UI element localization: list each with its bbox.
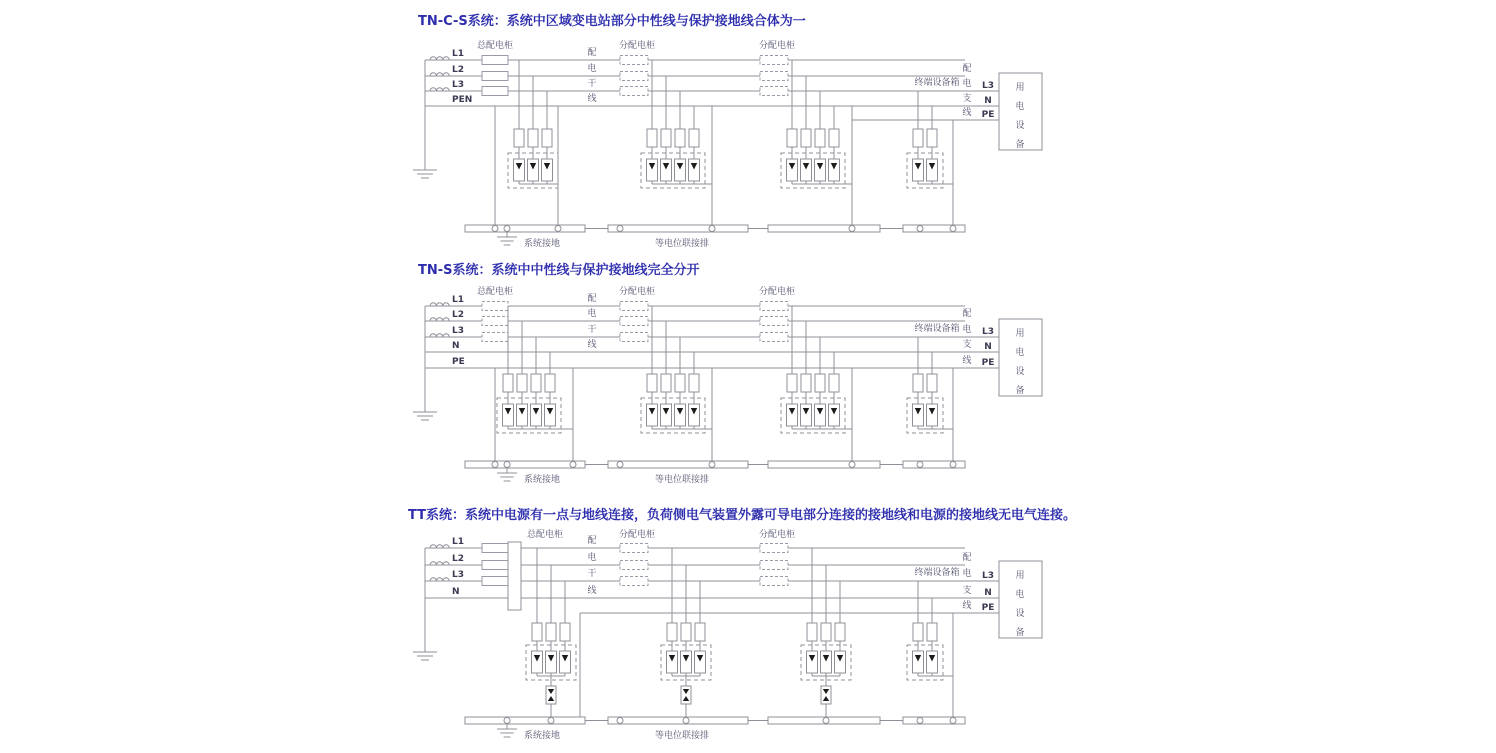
branch-label-char: 配 xyxy=(962,309,972,319)
trunk-label-char: 电 xyxy=(587,64,597,74)
diagram-tn-c-s xyxy=(413,13,1042,249)
trunk-label-char: 干 xyxy=(587,79,597,89)
branch-label-char: 支 xyxy=(962,340,972,350)
section-title: TN-S系统：系统中中性线与保护接地线完全分开 xyxy=(418,263,700,278)
diagram-tn-s xyxy=(413,262,1042,485)
line-label: PE xyxy=(452,357,465,367)
equipment-box xyxy=(999,561,1042,638)
equipment-label-char: 备 xyxy=(1015,140,1025,150)
equipment-label-char: 用 xyxy=(1015,571,1025,581)
trunk-label-char: 电 xyxy=(587,309,597,319)
outgoing-line-label: L3 xyxy=(982,571,994,581)
equipment-label-char: 备 xyxy=(1015,386,1025,396)
equipment-label-char: 备 xyxy=(1015,628,1025,638)
panel-label: 总配电柜 xyxy=(476,287,514,297)
line-label: L3 xyxy=(452,80,464,90)
spd-group-4 xyxy=(907,337,953,433)
trunk-label-char: 配 xyxy=(587,48,597,58)
spd-group-2 xyxy=(661,548,711,717)
trunk-label-char: 线 xyxy=(587,340,597,350)
outgoing-line-label: PE xyxy=(981,603,995,613)
equipment-label-char: 电 xyxy=(1015,102,1025,112)
trunk-label-char: 电 xyxy=(587,553,597,563)
branch-label-char: 线 xyxy=(962,356,972,366)
outgoing-line-label: PE xyxy=(981,358,995,368)
line-label: N xyxy=(452,341,460,351)
branch-label-char: 线 xyxy=(962,601,972,611)
line-label: L1 xyxy=(452,295,464,305)
outgoing-line-label: L3 xyxy=(982,327,994,337)
panel-label: 分配电柜 xyxy=(758,530,796,540)
line-label: L3 xyxy=(452,326,464,336)
diagram-tt xyxy=(408,507,1076,741)
system-earth-icon xyxy=(497,237,517,245)
outgoing-line-label: N xyxy=(984,96,992,106)
outgoing-line-label: N xyxy=(984,588,992,598)
outgoing-line-label: L3 xyxy=(982,81,994,91)
panel-label: 总配电柜 xyxy=(476,41,514,51)
terminal-box-label: 终端设备箱 xyxy=(914,78,960,88)
panel-label: 分配电柜 xyxy=(758,41,796,51)
equipment-label-char: 用 xyxy=(1015,83,1025,93)
outgoing-line-label: N xyxy=(984,342,992,352)
system-ground-label: 系统接地 xyxy=(524,475,561,485)
bonding-bar-label: 等电位联接排 xyxy=(655,731,710,741)
equipment-label-char: 电 xyxy=(1015,590,1025,600)
line-label: L1 xyxy=(452,49,464,59)
equipment-label-char: 电 xyxy=(1015,348,1025,358)
line-label: L3 xyxy=(452,570,464,580)
panel-label: 分配电柜 xyxy=(618,41,656,51)
branch-label-char: 电 xyxy=(962,325,972,335)
system-ground-label: 系统接地 xyxy=(524,731,561,741)
branch-label-char: 支 xyxy=(962,94,972,104)
spd-group-1 xyxy=(508,60,558,188)
equipment-label-char: 设 xyxy=(1015,367,1025,377)
bonding-bar-label: 等电位联接排 xyxy=(655,475,710,485)
spd-group-2 xyxy=(641,306,712,433)
terminal-box-label: 终端设备箱 xyxy=(914,324,960,334)
line-label: L2 xyxy=(452,310,464,320)
source-earth-icon xyxy=(413,170,437,178)
trunk-label-char: 干 xyxy=(587,325,597,335)
terminal-box-label: 终端设备箱 xyxy=(914,568,960,578)
branch-label-char: 电 xyxy=(962,569,972,579)
spd-group-1 xyxy=(497,306,573,433)
spd-group-3 xyxy=(801,548,851,717)
panel-label: 总配电柜 xyxy=(526,530,564,540)
trunk-label-char: 线 xyxy=(587,586,597,596)
equipment-box xyxy=(999,73,1042,150)
section-title: TN-C-S系统：系统中区域变电站部分中性线与保护接地线合体为一 xyxy=(418,14,806,29)
branch-label-char: 电 xyxy=(962,79,972,89)
bonding-bar-label: 等电位联接排 xyxy=(655,239,710,249)
branch-label-char: 支 xyxy=(962,586,972,596)
equipment-box xyxy=(999,319,1042,396)
spd-group-3 xyxy=(781,60,852,188)
spd-group-1 xyxy=(526,548,576,717)
line-label: L2 xyxy=(452,554,464,564)
trunk-label-char: 线 xyxy=(587,94,597,104)
section-title: TT系统：系统中电源有一点与地线连接，负荷侧电气装置外露可导电部分连接的接地线和电源的接地线无电气连接。 xyxy=(408,508,1077,523)
spd-group-2 xyxy=(641,60,712,188)
system-ground-label: 系统接地 xyxy=(524,239,561,249)
panel-label: 分配电柜 xyxy=(618,530,656,540)
equipment-label-char: 设 xyxy=(1015,121,1025,131)
equipment-label-char: 用 xyxy=(1015,329,1025,339)
system-earth-icon xyxy=(497,729,517,737)
outgoing-line-label: PE xyxy=(981,110,995,120)
spd-group-3 xyxy=(781,306,852,433)
branch-label-char: 配 xyxy=(962,553,972,563)
source-earth-icon xyxy=(413,412,437,420)
branch-label-char: 线 xyxy=(962,108,972,118)
equipment-label-char: 设 xyxy=(1015,609,1025,619)
line-label: L1 xyxy=(452,537,464,547)
trunk-label-char: 配 xyxy=(587,536,597,546)
system-earth-icon xyxy=(497,473,517,481)
line-label: N xyxy=(452,587,460,597)
trunk-label-char: 干 xyxy=(587,569,597,579)
source-earth-icon xyxy=(413,652,437,660)
branch-label-char: 配 xyxy=(962,64,972,74)
spd-group-4 xyxy=(907,581,953,680)
line-label: L2 xyxy=(452,65,464,75)
trunk-label-char: 配 xyxy=(587,294,597,304)
panel-label: 分配电柜 xyxy=(618,287,656,297)
line-label: PEN xyxy=(452,95,473,105)
panel-label: 分配电柜 xyxy=(758,287,796,297)
